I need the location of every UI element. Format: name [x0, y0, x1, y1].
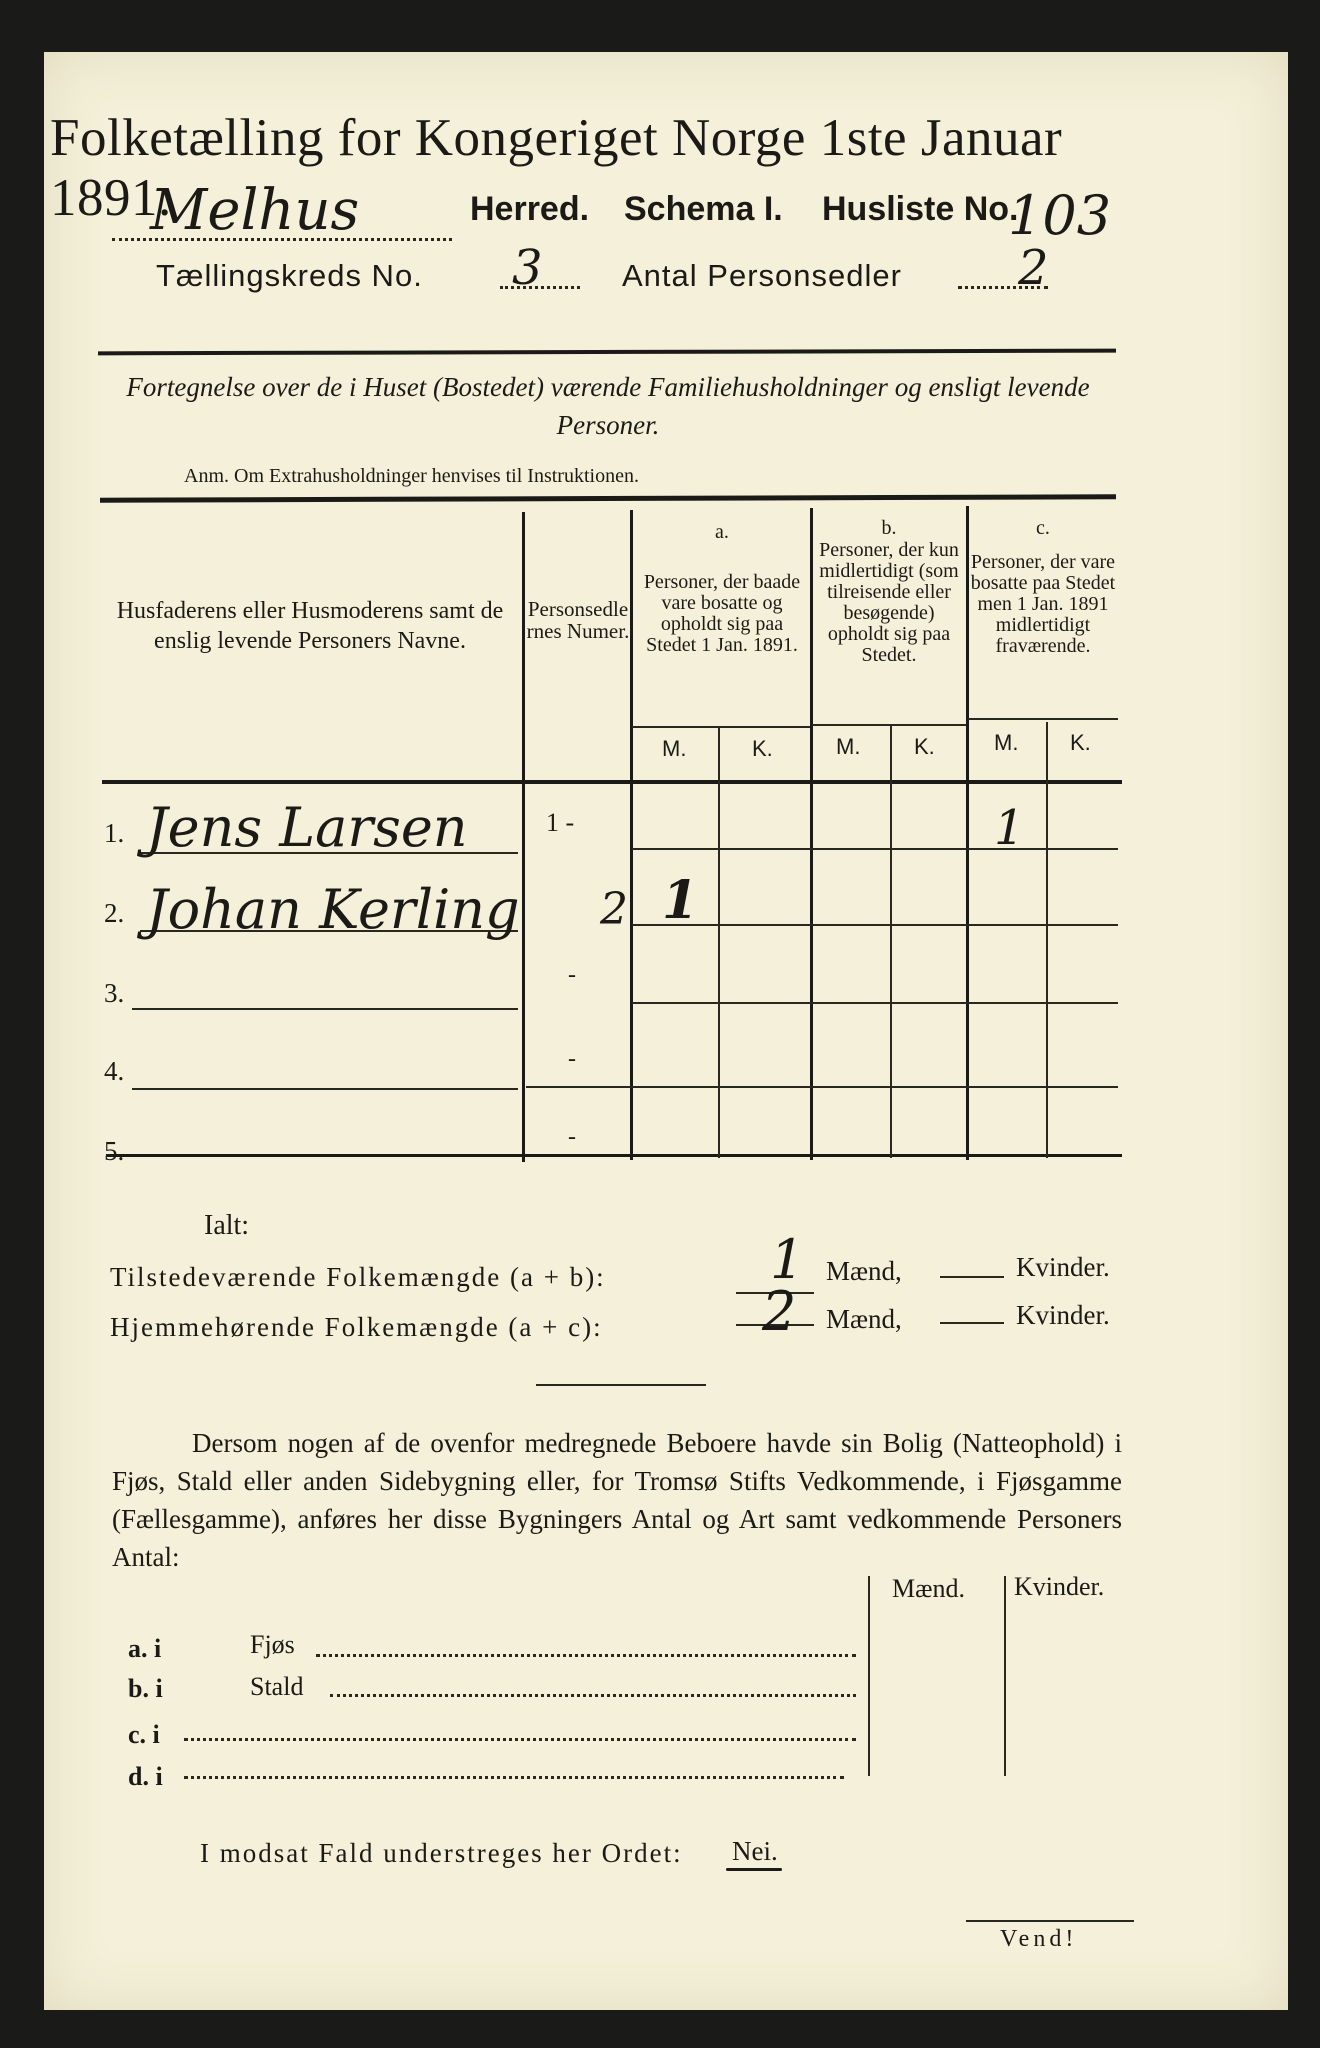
row-2-name: Johan Kerling — [146, 878, 520, 941]
husliste-label: Husliste No. — [822, 190, 1019, 228]
col-b-header: Personer, der kun midlertidigt (som tilreisende eller besøgende) opholdt sig paa Stedet. — [819, 539, 959, 666]
anm-note: Anm. Om Extrahusholdninger henvises til Instruktionen. — [184, 465, 639, 487]
row-3-number: 3. — [104, 978, 125, 1008]
row-3-line-right — [632, 1002, 1118, 1004]
building-a-dots — [316, 1654, 856, 1657]
hjemme-kvinder-line — [940, 1322, 1004, 1324]
tilstede-maend-value: 1 — [770, 1228, 805, 1291]
hjemme-kvinder-label: Kvinder. — [1016, 1300, 1110, 1330]
buildings-kvinder-header: Kvinder. — [1014, 1572, 1105, 1601]
modsat-text: I modsat Fald understreges her Ordet: — [200, 1838, 683, 1868]
col-c-letter: c. — [1036, 517, 1050, 539]
buildings-text: Dersom nogen af de ovenfor medregnede Beboere havde sin Bolig (Natteophold) i Fjøs, Stald eller anden Sidebygning eller, for Tromsø Stifts Vedkommende, i Fjøsgamme (Fællesgamme), anføres her disse Bygningers Antal og Art samt vedkommende Personers Antal: — [112, 1428, 1122, 1572]
hjemme-label: Hjemmehørende Folkemængde (a + c): — [110, 1312, 603, 1342]
a-m-label: M. — [662, 736, 687, 761]
col-b-letter: b. — [881, 517, 897, 539]
divider-a-mk — [718, 726, 720, 1158]
ialt-label: Ialt: — [204, 1210, 250, 1241]
kreds-label: Tællingskreds No. — [156, 258, 423, 293]
row-4-num: - — [568, 1046, 576, 1072]
c-m-label: M. — [994, 730, 1019, 755]
col-name-header: Husfaderens eller Husmoderens samt de enslig levende Personers Navne. — [116, 598, 504, 654]
separator-rule — [536, 1384, 706, 1386]
tilstede-label: Tilstedeværende Folkemængde (a + b): — [110, 1262, 606, 1292]
row-1-line-right — [632, 848, 1118, 850]
col-a-header: Personer, der baade vare bosatte og opholdt sig paa Stedet 1 Jan. 1891. — [643, 571, 801, 656]
col-c-header: Personer, der vare bosatte paa Stedet men 1 Jan. 1891 midlertidigt fraværende. — [970, 551, 1116, 657]
herred-value: Melhus — [150, 178, 360, 243]
b-m-label: M. — [836, 734, 861, 759]
row-1-c-m: 1 — [994, 800, 1025, 856]
row-2-a-m: 1 — [662, 870, 699, 931]
kreds-value: 3 — [512, 240, 543, 296]
divider-num-a — [630, 510, 633, 1160]
a-sub-rule — [632, 726, 810, 728]
row-1-num: 1 - — [546, 808, 575, 837]
table-bottom-rule — [106, 1154, 1122, 1157]
table-header-rule — [102, 780, 1122, 784]
col-num-header: Personsedlernes Numer. — [526, 597, 630, 643]
building-b-dots — [330, 1694, 856, 1697]
building-b-label: Stald — [250, 1672, 304, 1701]
husliste-value: 103 — [1008, 184, 1112, 247]
divider-name-num — [522, 512, 525, 1162]
census-form-sheet — [44, 52, 1288, 2010]
building-c-dots — [184, 1738, 856, 1741]
building-d-letter: d. i — [128, 1762, 163, 1791]
row-5-num: - — [568, 1124, 576, 1150]
row-1-number: 1. — [104, 818, 125, 848]
building-d-dots — [184, 1776, 844, 1779]
herred-label: Herred. — [470, 190, 590, 228]
row-4-number: 4. — [104, 1056, 125, 1086]
buildings-divider-2 — [1004, 1576, 1006, 1776]
nei-underline — [726, 1868, 782, 1871]
divider-c-mk — [1046, 722, 1048, 1158]
divider-b-mk — [890, 726, 892, 1158]
col-a-letter: a. — [715, 521, 729, 543]
schema-label: Schema I. — [624, 190, 783, 228]
row-5-number: 5. — [104, 1136, 125, 1166]
tilstede-kvinder-line — [940, 1276, 1004, 1278]
nei-word[interactable]: Nei. — [732, 1836, 778, 1866]
row-3-num: - — [568, 962, 576, 988]
c-k-label: K. — [1070, 730, 1091, 755]
building-b-letter: b. i — [128, 1674, 163, 1703]
hjemme-maend-value: 2 — [762, 1280, 797, 1343]
row-1-name: Jens Larsen — [146, 796, 468, 859]
row-2-number: 2. — [104, 898, 125, 928]
row-4-line-right — [526, 1086, 1118, 1088]
form-title: Folketælling for Kongeriget Norge 1ste Januar 1891. — [50, 109, 1063, 227]
row-3-line — [132, 1008, 518, 1010]
c-sub-rule — [968, 718, 1118, 720]
buildings-divider-1 — [868, 1576, 870, 1776]
tilstede-maend-label: Mænd, — [826, 1256, 902, 1286]
row-2-num: 2 — [600, 884, 628, 935]
buildings-maend-header: Mænd. — [892, 1574, 965, 1603]
building-c-letter: c. i — [128, 1720, 160, 1749]
row-4-line — [132, 1088, 518, 1090]
personsedler-value: 2 — [1018, 240, 1049, 296]
tilstede-kvinder-label: Kvinder. — [1016, 1252, 1110, 1282]
vend-label: Vend! — [1000, 1926, 1078, 1952]
intro-text: Fortegnelse over de i Huset (Bostedet) værende Familiehusholdninger og ensligt levende Personer. — [126, 372, 1090, 440]
building-a-letter: a. i — [128, 1634, 162, 1663]
hjemme-maend-label: Mænd, — [826, 1304, 902, 1334]
b-sub-rule — [812, 724, 966, 726]
row-2-line-right — [632, 924, 1118, 926]
building-a-label: Fjøs — [250, 1630, 295, 1659]
personsedler-label: Antal Personsedler — [622, 258, 902, 293]
vend-rule — [966, 1920, 1134, 1922]
b-k-label: K. — [914, 734, 935, 759]
a-k-label: K. — [752, 736, 773, 761]
